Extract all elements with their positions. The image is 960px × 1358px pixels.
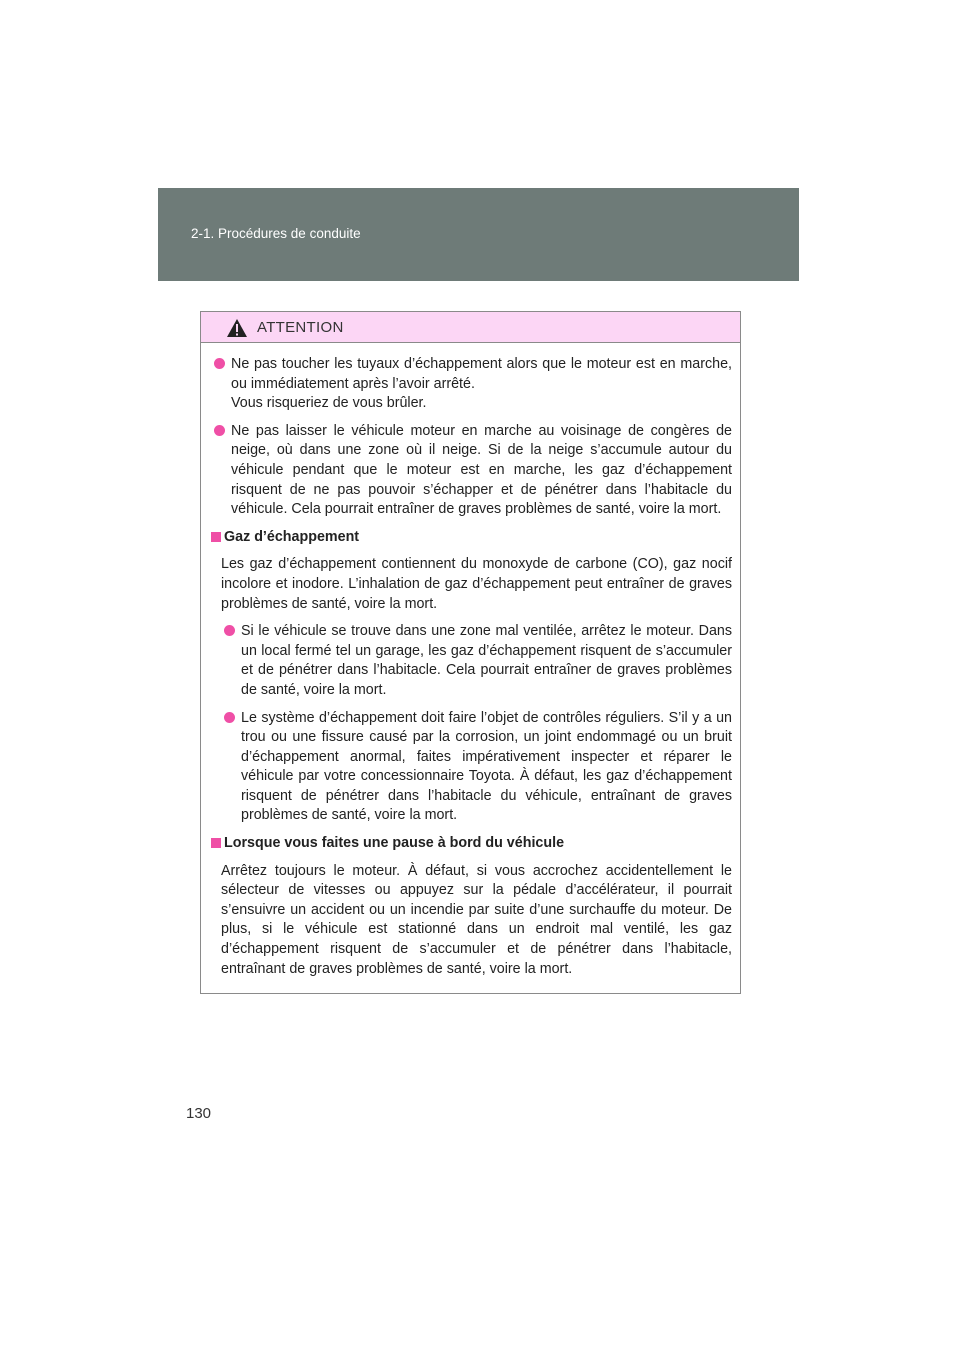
bullet-icon: [224, 625, 235, 636]
bullet-icon: [214, 358, 225, 369]
paragraph: Les gaz d’échappement contiennent du monoxyde de carbone (CO), gaz nocif incolore et inodore. L’inhalation de gaz d’échappement peut entraîner de graves problèmes de santé, voire la mort.: [221, 556, 732, 612]
list-item: Si le véhicule se trouve dans une zone mal ventilée, arrêtez le moteur. Dans un local fermé tel un garage, les gaz d’échappement risquent de s’accumuler et de pénétrer dans l’habitacle. Cela pourrait entraîner de graves problèmes de santé, voire la mort.: [221, 622, 732, 700]
breadcrumb: 2-1. Procédures de conduite: [191, 226, 361, 241]
section-heading: Gaz d’échappement: [211, 528, 732, 548]
bullet-icon: [224, 712, 235, 723]
warning-box: [200, 311, 741, 994]
warning-body: [201, 343, 740, 979]
list-item: Ne pas toucher les tuyaux d’échappement alors que le moteur est en marche, ou immédiatement après l’avoir arrêté. Vous risqueriez de vous brûler.: [211, 355, 732, 414]
section-header: [158, 188, 799, 281]
warning-header: [201, 312, 740, 343]
square-bullet-icon: [211, 532, 221, 542]
bullet-icon: [214, 425, 225, 436]
page-number: 130: [186, 1105, 212, 1122]
list-item: Ne pas laisser le véhicule moteur en marche au voisinage de congères de neige, où dans une zone où il neige. Si de la neige s’accumule autour du véhicule pendant que le moteur est en marche, les gaz d’échappement risquent de ne pas pouvoir s’échapper et de pénétrer dans l’habitacle du véhicule. Cela pourrait entraîner de graves problèmes de santé, voire la mort.: [211, 422, 732, 520]
section-heading: Lorsque vous faites une pause à bord du véhicule: [211, 834, 732, 854]
paragraph: Arrêtez toujours le moteur. À défaut, si vous accrochez accidentellement le sélecteur de vitesses ou appuyez sur la pédale d’accélérateur, il pourrait s’ensuivre un accident ou un incendie par suite d’une surchauffe du moteur. De plus, si le véhicule est stationné dans un endroit mal ventilé, les gaz d’échappement risquent de s’accumuler et de pénétrer dans l’habitacle, entraînant de graves problèmes de santé, voire la mort.: [221, 862, 732, 977]
warning-icon: [226, 318, 248, 338]
square-bullet-icon: [211, 838, 221, 848]
warning-title: ATTENTION: [257, 319, 344, 336]
list-item: Le système d’échappement doit faire l’objet de contrôles réguliers. S’il y a un trou ou une fissure causé par la corrosion, un joint endommagé ou un bruit d’échappement anormal, faites impérativement inspecter et réparer le véhicule par votre concessionnaire Toyota. À défaut, les gaz d’échappement risquent de pénétrer dans l’habitacle du véhicule, entraînant de graves problèmes de santé, voire la mort.: [221, 709, 732, 827]
